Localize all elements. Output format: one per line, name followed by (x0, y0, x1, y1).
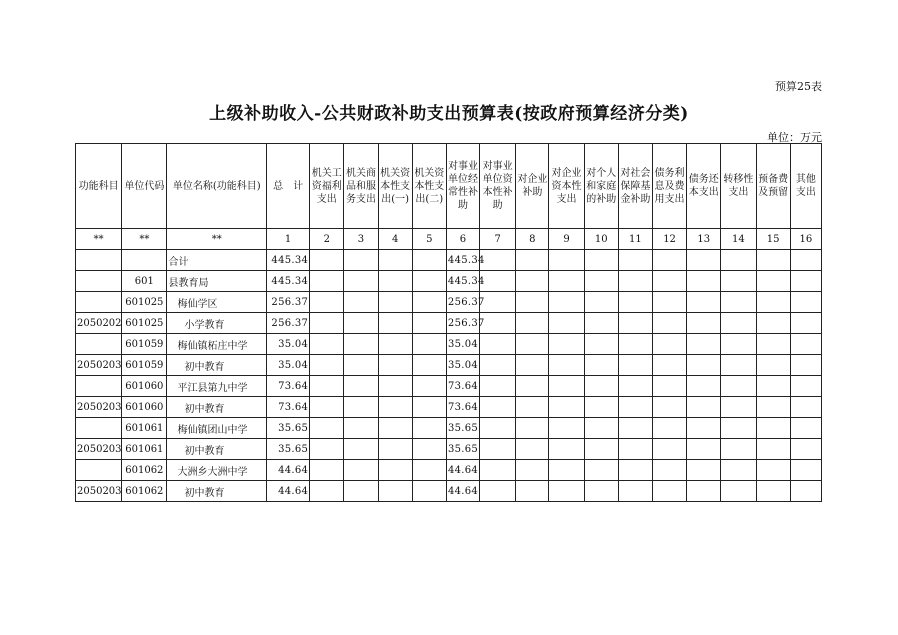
column-header: 机关工资福利支出 (310, 144, 344, 229)
table-row (76, 376, 822, 397)
amount-cell-col-4 (378, 334, 412, 355)
table-row (76, 460, 822, 481)
amount-cell-col-13 (687, 292, 721, 313)
amount-cell-col-7 (480, 271, 516, 292)
index-cell: 13 (687, 229, 721, 250)
amount-cell-col-8 (516, 313, 549, 334)
total-cell: 256.37 (267, 292, 310, 313)
amount-cell-col-6: 256.37 (446, 292, 479, 313)
amount-cell-col-2 (310, 376, 344, 397)
amount-cell-col-5 (412, 418, 446, 439)
unit-name-cell: 合计 (167, 250, 267, 271)
unit-name-cell: 初中教育 (167, 355, 267, 376)
amount-cell-col-11 (618, 271, 652, 292)
unit-code-cell: 601061 (122, 439, 167, 460)
amount-cell-col-5 (412, 271, 446, 292)
amount-cell-col-16 (790, 250, 821, 271)
index-cell: ** (167, 229, 267, 250)
column-header: 预备费及预留 (756, 144, 790, 229)
amount-cell-col-14 (721, 334, 756, 355)
amount-cell-col-6: 445.34 (446, 271, 479, 292)
amount-cell-col-6: 256.37 (446, 313, 479, 334)
amount-cell-col-6: 35.65 (446, 439, 479, 460)
amount-cell-col-11 (618, 481, 652, 502)
amount-cell-col-10 (584, 376, 618, 397)
amount-cell-col-16 (790, 439, 821, 460)
index-cell: 5 (412, 229, 446, 250)
amount-cell-col-12 (652, 313, 686, 334)
table-row (76, 313, 822, 334)
column-header: 机关商品和服务支出 (344, 144, 378, 229)
unit-name-cell: 梅仙镇团山中学 (167, 418, 267, 439)
total-cell: 445.34 (267, 250, 310, 271)
amount-cell-col-15 (756, 460, 790, 481)
amount-cell-col-12 (652, 397, 686, 418)
amount-cell-col-3 (344, 481, 378, 502)
amount-cell-col-7 (480, 355, 516, 376)
column-index-row (76, 229, 822, 250)
function-code-cell (76, 250, 122, 271)
table-number: 预算25表 (775, 80, 822, 93)
amount-cell-col-7 (480, 334, 516, 355)
index-cell: 7 (480, 229, 516, 250)
amount-cell-col-7 (480, 313, 516, 334)
amount-cell-col-4 (378, 355, 412, 376)
column-header: 对企业补助 (516, 144, 549, 229)
amount-cell-col-8 (516, 481, 549, 502)
amount-cell-col-16 (790, 271, 821, 292)
amount-cell-col-6: 44.64 (446, 460, 479, 481)
total-cell: 445.34 (267, 271, 310, 292)
unit-code-cell: 601025 (122, 292, 167, 313)
unit-name-cell: 县教育局 (167, 271, 267, 292)
amount-cell-col-12 (652, 439, 686, 460)
amount-cell-col-4 (378, 376, 412, 397)
amount-cell-col-4 (378, 250, 412, 271)
amount-cell-col-13 (687, 334, 721, 355)
amount-cell-col-3 (344, 250, 378, 271)
amount-cell-col-16 (790, 376, 821, 397)
amount-cell-col-5 (412, 376, 446, 397)
amount-cell-col-3 (344, 292, 378, 313)
amount-cell-col-2 (310, 418, 344, 439)
total-cell: 44.64 (267, 481, 310, 502)
total-cell: 35.04 (267, 355, 310, 376)
amount-cell-col-3 (344, 313, 378, 334)
amount-cell-col-13 (687, 250, 721, 271)
unit-code-cell: 601059 (122, 334, 167, 355)
function-code-cell (76, 271, 122, 292)
function-code-cell (76, 334, 122, 355)
amount-cell-col-14 (721, 397, 756, 418)
amount-cell-col-12 (652, 376, 686, 397)
amount-cell-col-16 (790, 481, 821, 502)
amount-cell-col-4 (378, 313, 412, 334)
table-row (76, 355, 822, 376)
amount-cell-col-10 (584, 439, 618, 460)
amount-cell-col-8 (516, 397, 549, 418)
amount-cell-col-8 (516, 271, 549, 292)
amount-cell-col-10 (584, 397, 618, 418)
amount-cell-col-3 (344, 376, 378, 397)
amount-cell-col-7 (480, 418, 516, 439)
amount-cell-col-4 (378, 292, 412, 313)
amount-cell-col-13 (687, 355, 721, 376)
amount-cell-col-9 (549, 271, 584, 292)
index-cell: 9 (549, 229, 584, 250)
amount-cell-col-2 (310, 397, 344, 418)
amount-cell-col-2 (310, 460, 344, 481)
index-cell: 15 (756, 229, 790, 250)
amount-cell-col-11 (618, 418, 652, 439)
amount-cell-col-3 (344, 334, 378, 355)
amount-cell-col-15 (756, 397, 790, 418)
amount-cell-col-4 (378, 481, 412, 502)
amount-cell-col-8 (516, 376, 549, 397)
amount-cell-col-9 (549, 355, 584, 376)
amount-cell-col-3 (344, 460, 378, 481)
index-cell: 4 (378, 229, 412, 250)
amount-cell-col-16 (790, 292, 821, 313)
unit-label: 单位：万元 (767, 131, 822, 144)
amount-cell-col-13 (687, 418, 721, 439)
amount-cell-col-12 (652, 481, 686, 502)
amount-cell-col-11 (618, 460, 652, 481)
amount-cell-col-13 (687, 439, 721, 460)
amount-cell-col-6: 35.04 (446, 355, 479, 376)
amount-cell-col-10 (584, 418, 618, 439)
function-code-cell: 2050203 (76, 355, 122, 376)
amount-cell-col-11 (618, 355, 652, 376)
amount-cell-col-12 (652, 418, 686, 439)
amount-cell-col-4 (378, 397, 412, 418)
amount-cell-col-8 (516, 334, 549, 355)
amount-cell-col-10 (584, 250, 618, 271)
amount-cell-col-16 (790, 418, 821, 439)
amount-cell-col-6: 35.65 (446, 418, 479, 439)
amount-cell-col-5 (412, 355, 446, 376)
index-cell: 1 (267, 229, 310, 250)
index-cell: 6 (446, 229, 479, 250)
amount-cell-col-11 (618, 376, 652, 397)
amount-cell-col-10 (584, 313, 618, 334)
amount-cell-col-15 (756, 439, 790, 460)
amount-cell-col-7 (480, 250, 516, 271)
amount-cell-col-8 (516, 355, 549, 376)
total-cell: 256.37 (267, 313, 310, 334)
amount-cell-col-7 (480, 439, 516, 460)
amount-cell-col-16 (790, 460, 821, 481)
amount-cell-col-3 (344, 418, 378, 439)
function-code-cell (76, 418, 122, 439)
amount-cell-col-14 (721, 292, 756, 313)
amount-cell-col-11 (618, 292, 652, 313)
amount-cell-col-14 (721, 271, 756, 292)
total-cell: 44.64 (267, 460, 310, 481)
amount-cell-col-14 (721, 355, 756, 376)
amount-cell-col-11 (618, 250, 652, 271)
amount-cell-col-9 (549, 439, 584, 460)
function-code-cell (76, 460, 122, 481)
amount-cell-col-11 (618, 313, 652, 334)
amount-cell-col-8 (516, 292, 549, 313)
amount-cell-col-5 (412, 292, 446, 313)
amount-cell-col-7 (480, 376, 516, 397)
unit-code-cell: 601062 (122, 481, 167, 502)
amount-cell-col-4 (378, 460, 412, 481)
amount-cell-col-2 (310, 481, 344, 502)
amount-cell-col-8 (516, 439, 549, 460)
amount-cell-col-14 (721, 376, 756, 397)
amount-cell-col-2 (310, 334, 344, 355)
amount-cell-col-5 (412, 313, 446, 334)
amount-cell-col-7 (480, 292, 516, 313)
column-header: 对企业资本性支出 (549, 144, 584, 229)
index-cell: 12 (652, 229, 686, 250)
amount-cell-col-9 (549, 481, 584, 502)
amount-cell-col-11 (618, 334, 652, 355)
amount-cell-col-13 (687, 460, 721, 481)
unit-name-cell: 初中教育 (167, 481, 267, 502)
budget-table (75, 143, 822, 502)
amount-cell-col-2 (310, 271, 344, 292)
total-cell: 35.65 (267, 418, 310, 439)
column-header: 其他支出 (790, 144, 821, 229)
amount-cell-col-10 (584, 334, 618, 355)
amount-cell-col-5 (412, 397, 446, 418)
amount-cell-col-14 (721, 250, 756, 271)
total-cell: 35.65 (267, 439, 310, 460)
amount-cell-col-11 (618, 397, 652, 418)
unit-code-cell: 601061 (122, 418, 167, 439)
amount-cell-col-9 (549, 376, 584, 397)
amount-cell-col-14 (721, 313, 756, 334)
amount-cell-col-5 (412, 460, 446, 481)
amount-cell-col-8 (516, 460, 549, 481)
amount-cell-col-2 (310, 250, 344, 271)
amount-cell-col-5 (412, 250, 446, 271)
table-row (76, 481, 822, 502)
amount-cell-col-6: 35.04 (446, 334, 479, 355)
column-header: 债务还本支出 (687, 144, 721, 229)
amount-cell-col-12 (652, 460, 686, 481)
amount-cell-col-14 (721, 418, 756, 439)
unit-code-cell: 601059 (122, 355, 167, 376)
unit-name-cell: 梅仙学区 (167, 292, 267, 313)
unit-code-cell: 601060 (122, 397, 167, 418)
amount-cell-col-6: 73.64 (446, 376, 479, 397)
index-cell: 11 (618, 229, 652, 250)
index-cell: ** (122, 229, 167, 250)
amount-cell-col-13 (687, 313, 721, 334)
function-code-cell (76, 292, 122, 313)
amount-cell-col-5 (412, 334, 446, 355)
amount-cell-col-15 (756, 418, 790, 439)
amount-cell-col-13 (687, 271, 721, 292)
amount-cell-col-5 (412, 439, 446, 460)
column-header: 单位名称(功能科目) (167, 144, 267, 229)
unit-name-cell: 梅仙镇柘庄中学 (167, 334, 267, 355)
amount-cell-col-9 (549, 250, 584, 271)
table-row (76, 271, 822, 292)
amount-cell-col-12 (652, 292, 686, 313)
amount-cell-col-10 (584, 271, 618, 292)
column-header: 机关资本性支出(二) (412, 144, 446, 229)
unit-name-cell: 平江县第九中学 (167, 376, 267, 397)
column-header: 功能科目 (76, 144, 122, 229)
column-header: 对社会保障基金补助 (618, 144, 652, 229)
table-row (76, 397, 822, 418)
amount-cell-col-3 (344, 271, 378, 292)
unit-name-cell: 初中教育 (167, 397, 267, 418)
amount-cell-col-11 (618, 439, 652, 460)
amount-cell-col-13 (687, 481, 721, 502)
column-header: 对事业单位资本性补助 (480, 144, 516, 229)
amount-cell-col-10 (584, 292, 618, 313)
amount-cell-col-6: 73.64 (446, 397, 479, 418)
index-cell: 14 (721, 229, 756, 250)
index-cell: ** (76, 229, 122, 250)
amount-cell-col-7 (480, 481, 516, 502)
column-header-row (76, 144, 822, 229)
unit-name-cell: 小学教育 (167, 313, 267, 334)
amount-cell-col-15 (756, 376, 790, 397)
index-cell: 3 (344, 229, 378, 250)
amount-cell-col-16 (790, 397, 821, 418)
amount-cell-col-2 (310, 313, 344, 334)
column-header: 机关资本性支出(一) (378, 144, 412, 229)
amount-cell-col-4 (378, 418, 412, 439)
amount-cell-col-16 (790, 334, 821, 355)
unit-code-cell: 601060 (122, 376, 167, 397)
amount-cell-col-8 (516, 418, 549, 439)
function-code-cell (76, 376, 122, 397)
amount-cell-col-7 (480, 397, 516, 418)
function-code-cell: 2050203 (76, 481, 122, 502)
unit-name-cell: 大洲乡大洲中学 (167, 460, 267, 481)
unit-code-cell (122, 250, 167, 271)
amount-cell-col-2 (310, 439, 344, 460)
table-row (76, 439, 822, 460)
total-cell: 73.64 (267, 376, 310, 397)
index-cell: 8 (516, 229, 549, 250)
amount-cell-col-13 (687, 376, 721, 397)
amount-cell-col-13 (687, 397, 721, 418)
amount-cell-col-15 (756, 250, 790, 271)
amount-cell-col-9 (549, 292, 584, 313)
column-header: 债务利息及费用支出 (652, 144, 686, 229)
amount-cell-col-6: 445.34 (446, 250, 479, 271)
amount-cell-col-15 (756, 313, 790, 334)
column-header: 对个人和家庭的补助 (584, 144, 618, 229)
amount-cell-col-15 (756, 334, 790, 355)
function-code-cell: 2050203 (76, 439, 122, 460)
table-row (76, 250, 822, 271)
column-header: 总 计 (267, 144, 310, 229)
amount-cell-col-6: 44.64 (446, 481, 479, 502)
amount-cell-col-14 (721, 439, 756, 460)
amount-cell-col-12 (652, 250, 686, 271)
column-header: 转移性支出 (721, 144, 756, 229)
amount-cell-col-14 (721, 481, 756, 502)
amount-cell-col-14 (721, 460, 756, 481)
amount-cell-col-2 (310, 292, 344, 313)
column-header: 对事业单位经常性补助 (446, 144, 479, 229)
function-code-cell: 2050202 (76, 313, 122, 334)
amount-cell-col-16 (790, 313, 821, 334)
amount-cell-col-3 (344, 397, 378, 418)
unit-name-cell: 初中教育 (167, 439, 267, 460)
amount-cell-col-15 (756, 355, 790, 376)
amount-cell-col-4 (378, 439, 412, 460)
unit-code-cell: 601 (122, 271, 167, 292)
amount-cell-col-12 (652, 355, 686, 376)
amount-cell-col-12 (652, 271, 686, 292)
column-header: 单位代码 (122, 144, 167, 229)
amount-cell-col-12 (652, 334, 686, 355)
index-cell: 2 (310, 229, 344, 250)
amount-cell-col-9 (549, 397, 584, 418)
index-cell: 16 (790, 229, 821, 250)
amount-cell-col-3 (344, 439, 378, 460)
page-title: 上级补助收入-公共财政补助支出预算表(按政府预算经济分类) (209, 104, 689, 124)
amount-cell-col-7 (480, 460, 516, 481)
amount-cell-col-10 (584, 481, 618, 502)
amount-cell-col-10 (584, 355, 618, 376)
unit-code-cell: 601025 (122, 313, 167, 334)
amount-cell-col-8 (516, 250, 549, 271)
unit-code-cell: 601062 (122, 460, 167, 481)
total-cell: 35.04 (267, 334, 310, 355)
amount-cell-col-4 (378, 271, 412, 292)
total-cell: 73.64 (267, 397, 310, 418)
amount-cell-col-9 (549, 418, 584, 439)
amount-cell-col-9 (549, 334, 584, 355)
amount-cell-col-9 (549, 460, 584, 481)
amount-cell-col-15 (756, 292, 790, 313)
amount-cell-col-15 (756, 481, 790, 502)
amount-cell-col-16 (790, 355, 821, 376)
table-row (76, 334, 822, 355)
amount-cell-col-5 (412, 481, 446, 502)
amount-cell-col-9 (549, 313, 584, 334)
amount-cell-col-3 (344, 355, 378, 376)
index-cell: 10 (584, 229, 618, 250)
function-code-cell: 2050203 (76, 397, 122, 418)
amount-cell-col-15 (756, 271, 790, 292)
table-row (76, 292, 822, 313)
amount-cell-col-2 (310, 355, 344, 376)
table-row (76, 418, 822, 439)
amount-cell-col-10 (584, 460, 618, 481)
